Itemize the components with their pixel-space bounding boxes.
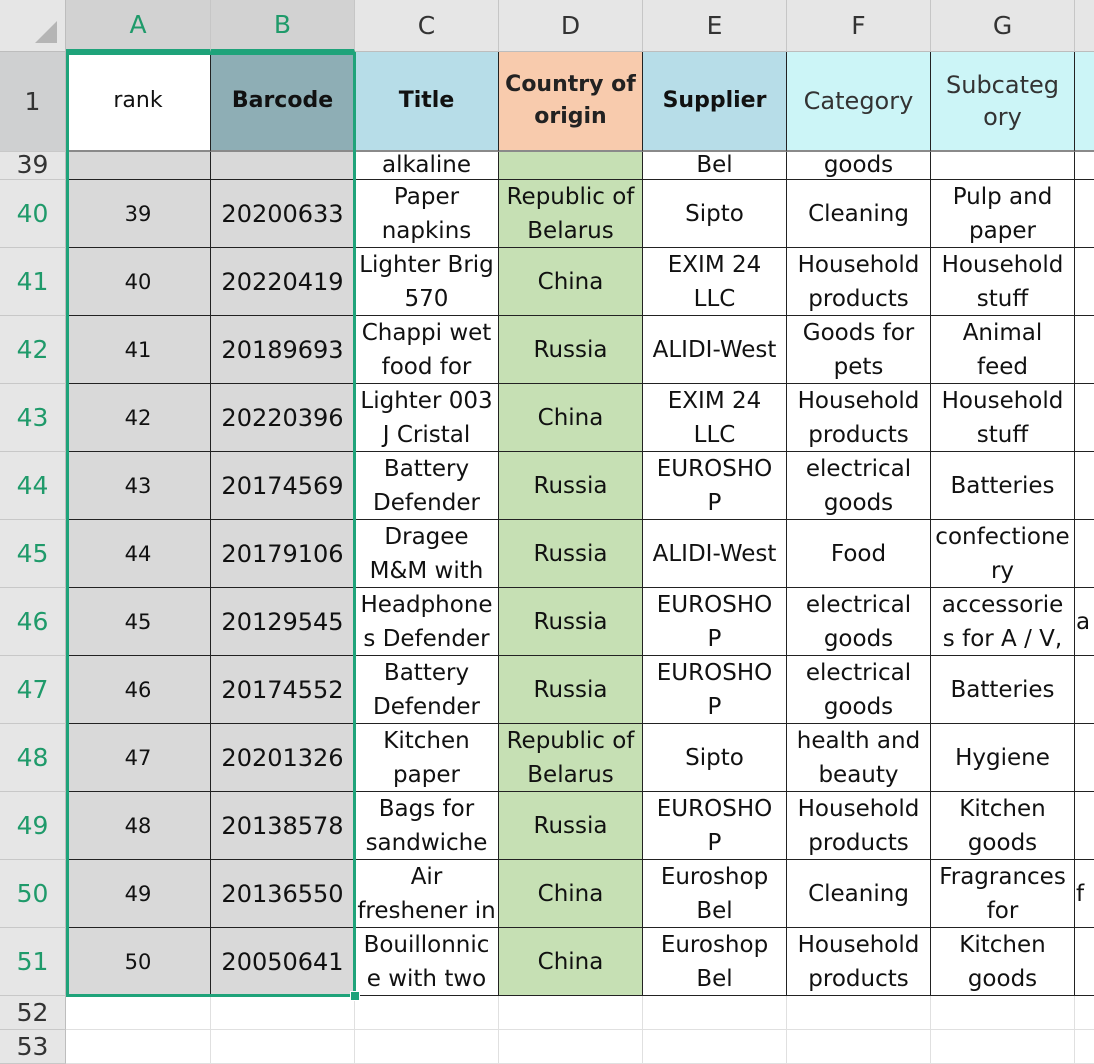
cell-extra-39[interactable]: [1075, 152, 1094, 180]
column-header-e[interactable]: E: [643, 0, 787, 52]
row-header-45[interactable]: 45: [0, 520, 66, 588]
cell-title[interactable]: Lighter 003 J Cristal: [355, 384, 499, 452]
cell-supplier[interactable]: Sipto: [643, 180, 787, 248]
row-header-49[interactable]: 49: [0, 792, 66, 860]
cell-barcode[interactable]: 20174552: [211, 656, 355, 724]
cell-barcode[interactable]: 20138578: [211, 792, 355, 860]
cell-category[interactable]: electrical goods: [787, 452, 931, 520]
cell-title[interactable]: Battery Defender: [355, 656, 499, 724]
select-all-corner[interactable]: [0, 0, 66, 52]
header-subcategory[interactable]: Subcateg ory: [931, 52, 1075, 152]
cell-supplier[interactable]: EUROSHO P: [643, 588, 787, 656]
cell-subcategory[interactable]: Batteries: [931, 452, 1075, 520]
cell-title[interactable]: Battery Defender: [355, 452, 499, 520]
cell-country-39[interactable]: [499, 152, 643, 180]
cell-country[interactable]: Russia: [499, 588, 643, 656]
cell-country[interactable]: China: [499, 860, 643, 928]
cell-supplier[interactable]: Euroshop Bel: [643, 928, 787, 996]
column-header-a[interactable]: A: [66, 0, 211, 52]
cell-barcode[interactable]: 20179106: [211, 520, 355, 588]
header-title[interactable]: Title: [355, 52, 499, 152]
cell-empty[interactable]: [643, 996, 787, 1030]
cell-barcode[interactable]: 20129545: [211, 588, 355, 656]
cell-title[interactable]: Chappi wet food for: [355, 316, 499, 384]
column-header-c[interactable]: C: [355, 0, 499, 52]
cell-title[interactable]: Bouillonnic e with two: [355, 928, 499, 996]
cell-country[interactable]: Republic of Belarus: [499, 180, 643, 248]
cell-extra[interactable]: [1075, 384, 1094, 452]
row-header-50[interactable]: 50: [0, 860, 66, 928]
cell-extra[interactable]: f: [1075, 860, 1094, 928]
cell-extra[interactable]: [1075, 452, 1094, 520]
cell-title[interactable]: Lighter Brig 570: [355, 248, 499, 316]
row-header-43[interactable]: 43: [0, 384, 66, 452]
cell-supplier[interactable]: Sipto: [643, 724, 787, 792]
cell-subcategory[interactable]: Household stuff: [931, 248, 1075, 316]
cell-subcategory[interactable]: Hygiene: [931, 724, 1075, 792]
cell-extra[interactable]: [1075, 248, 1094, 316]
cell-subcategory[interactable]: accessorie s for A / V,: [931, 588, 1075, 656]
cell-country[interactable]: Republic of Belarus: [499, 724, 643, 792]
cell-barcode[interactable]: 20050641: [211, 928, 355, 996]
cell-supplier-39[interactable]: Bel: [643, 152, 787, 180]
cell-barcode[interactable]: 20220396: [211, 384, 355, 452]
cell-supplier[interactable]: ALIDI-West: [643, 316, 787, 384]
cell-extra[interactable]: [1075, 520, 1094, 588]
fill-handle[interactable]: [350, 991, 360, 1001]
cell-subcategory[interactable]: Kitchen goods: [931, 792, 1075, 860]
cell-category[interactable]: Cleaning: [787, 180, 931, 248]
cell-title[interactable]: Kitchen paper: [355, 724, 499, 792]
cell-country[interactable]: China: [499, 384, 643, 452]
cell-category[interactable]: Household products: [787, 384, 931, 452]
select-all-triangle-icon: [35, 21, 57, 43]
cell-category[interactable]: Household products: [787, 792, 931, 860]
cell-empty[interactable]: [1075, 1030, 1094, 1064]
cell-country[interactable]: Russia: [499, 520, 643, 588]
cell-title[interactable]: Dragee M&M with: [355, 520, 499, 588]
header-country-of-origin[interactable]: Country of origin: [499, 52, 643, 152]
cell-rank[interactable]: 47: [66, 724, 211, 792]
cell-barcode[interactable]: 20220419: [211, 248, 355, 316]
cell-category[interactable]: Household products: [787, 928, 931, 996]
cell-empty[interactable]: [499, 996, 643, 1030]
cell-subcategory[interactable]: Kitchen goods: [931, 928, 1075, 996]
cell-empty[interactable]: [355, 996, 499, 1030]
cell-supplier[interactable]: EUROSHO P: [643, 656, 787, 724]
row-header-53[interactable]: 53: [0, 1030, 66, 1064]
cell-rank[interactable]: 44: [66, 520, 211, 588]
cell-empty[interactable]: [787, 1030, 931, 1064]
cell-country[interactable]: China: [499, 248, 643, 316]
cell-supplier[interactable]: EXIM 24 LLC: [643, 248, 787, 316]
row-header-47[interactable]: 47: [0, 656, 66, 724]
cell-subcategory[interactable]: Pulp and paper: [931, 180, 1075, 248]
cell-empty[interactable]: [355, 1030, 499, 1064]
cell-rank[interactable]: 41: [66, 316, 211, 384]
cell-rank[interactable]: 42: [66, 384, 211, 452]
cell-rank[interactable]: 48: [66, 792, 211, 860]
cell-supplier[interactable]: EUROSHO P: [643, 452, 787, 520]
header-barcode[interactable]: Barcode: [211, 52, 355, 152]
cell-empty[interactable]: [211, 1030, 355, 1064]
cell-rank[interactable]: 50: [66, 928, 211, 996]
cell-barcode[interactable]: 20174569: [211, 452, 355, 520]
cell-empty[interactable]: [643, 1030, 787, 1064]
column-header-f[interactable]: F: [787, 0, 931, 52]
cell-category[interactable]: Household products: [787, 248, 931, 316]
cell-title[interactable]: Bags for sandwiche: [355, 792, 499, 860]
cell-barcode[interactable]: 20189693: [211, 316, 355, 384]
cell-subcategory[interactable]: Household stuff: [931, 384, 1075, 452]
cell-barcode[interactable]: 20136550: [211, 860, 355, 928]
cell-empty[interactable]: [499, 1030, 643, 1064]
cell-country[interactable]: Russia: [499, 316, 643, 384]
cell-extra[interactable]: [1075, 792, 1094, 860]
row-header-39[interactable]: 39: [0, 152, 66, 180]
cell-subcategory[interactable]: Batteries: [931, 656, 1075, 724]
row-header-1[interactable]: 1: [0, 52, 66, 152]
cell-subcategory[interactable]: Fragrances for: [931, 860, 1075, 928]
cell-title[interactable]: Air freshener in: [355, 860, 499, 928]
cell-subcategory-39[interactable]: [931, 152, 1075, 180]
cell-empty[interactable]: [66, 996, 211, 1030]
cell-empty[interactable]: [1075, 996, 1094, 1030]
cell-rank[interactable]: 49: [66, 860, 211, 928]
cell-supplier[interactable]: Euroshop Bel: [643, 860, 787, 928]
row-header-51[interactable]: 51: [0, 928, 66, 996]
cell-empty[interactable]: [931, 996, 1075, 1030]
cell-category[interactable]: Goods for pets: [787, 316, 931, 384]
cell-rank[interactable]: 39: [66, 180, 211, 248]
cell-extra[interactable]: [1075, 724, 1094, 792]
cell-extra[interactable]: [1075, 316, 1094, 384]
row-header-46[interactable]: 46: [0, 588, 66, 656]
cell-rank-39[interactable]: [66, 152, 211, 180]
cell-rank[interactable]: 43: [66, 452, 211, 520]
column-header-h[interactable]: [1075, 0, 1094, 52]
cell-supplier[interactable]: EXIM 24 LLC: [643, 384, 787, 452]
cell-barcode-39[interactable]: [211, 152, 355, 180]
cell-title[interactable]: Headphone s Defender: [355, 588, 499, 656]
header-supplier[interactable]: Supplier: [643, 52, 787, 152]
column-header-d[interactable]: D: [499, 0, 643, 52]
row-header-41[interactable]: 41: [0, 248, 66, 316]
header-h[interactable]: [1075, 52, 1094, 152]
cell-country[interactable]: Russia: [499, 452, 643, 520]
cell-barcode[interactable]: 20200633: [211, 180, 355, 248]
cell-empty[interactable]: [931, 1030, 1075, 1064]
cell-supplier[interactable]: EUROSHO P: [643, 792, 787, 860]
cell-country[interactable]: Russia: [499, 792, 643, 860]
cell-empty[interactable]: [66, 1030, 211, 1064]
row-header-42[interactable]: 42: [0, 316, 66, 384]
cell-empty[interactable]: [787, 996, 931, 1030]
cell-category[interactable]: electrical goods: [787, 656, 931, 724]
cell-category-39[interactable]: goods: [787, 152, 931, 180]
cell-category[interactable]: electrical goods: [787, 588, 931, 656]
column-header-b[interactable]: B: [211, 0, 355, 52]
column-header-g[interactable]: G: [931, 0, 1075, 52]
cell-category[interactable]: Food: [787, 520, 931, 588]
cell-title-39[interactable]: alkaline: [355, 152, 499, 180]
cell-rank[interactable]: 46: [66, 656, 211, 724]
cell-empty[interactable]: [211, 996, 355, 1030]
cell-country[interactable]: Russia: [499, 656, 643, 724]
cell-extra[interactable]: [1075, 656, 1094, 724]
header-rank[interactable]: rank: [66, 52, 211, 152]
cell-barcode[interactable]: 20201326: [211, 724, 355, 792]
row-header-40[interactable]: 40: [0, 180, 66, 248]
row-header-44[interactable]: 44: [0, 452, 66, 520]
cell-country[interactable]: China: [499, 928, 643, 996]
cell-extra[interactable]: [1075, 928, 1094, 996]
cell-subcategory[interactable]: Animal feed: [931, 316, 1075, 384]
cell-supplier[interactable]: ALIDI-West: [643, 520, 787, 588]
cell-rank[interactable]: 45: [66, 588, 211, 656]
row-header-48[interactable]: 48: [0, 724, 66, 792]
row-header-52[interactable]: 52: [0, 996, 66, 1030]
cell-title[interactable]: Paper napkins: [355, 180, 499, 248]
header-category[interactable]: Category: [787, 52, 931, 152]
cell-rank[interactable]: 40: [66, 248, 211, 316]
cell-category[interactable]: Cleaning: [787, 860, 931, 928]
cell-extra[interactable]: a: [1075, 588, 1094, 656]
cell-subcategory[interactable]: confectione ry: [931, 520, 1075, 588]
cell-category[interactable]: health and beauty: [787, 724, 931, 792]
cell-extra[interactable]: [1075, 180, 1094, 248]
